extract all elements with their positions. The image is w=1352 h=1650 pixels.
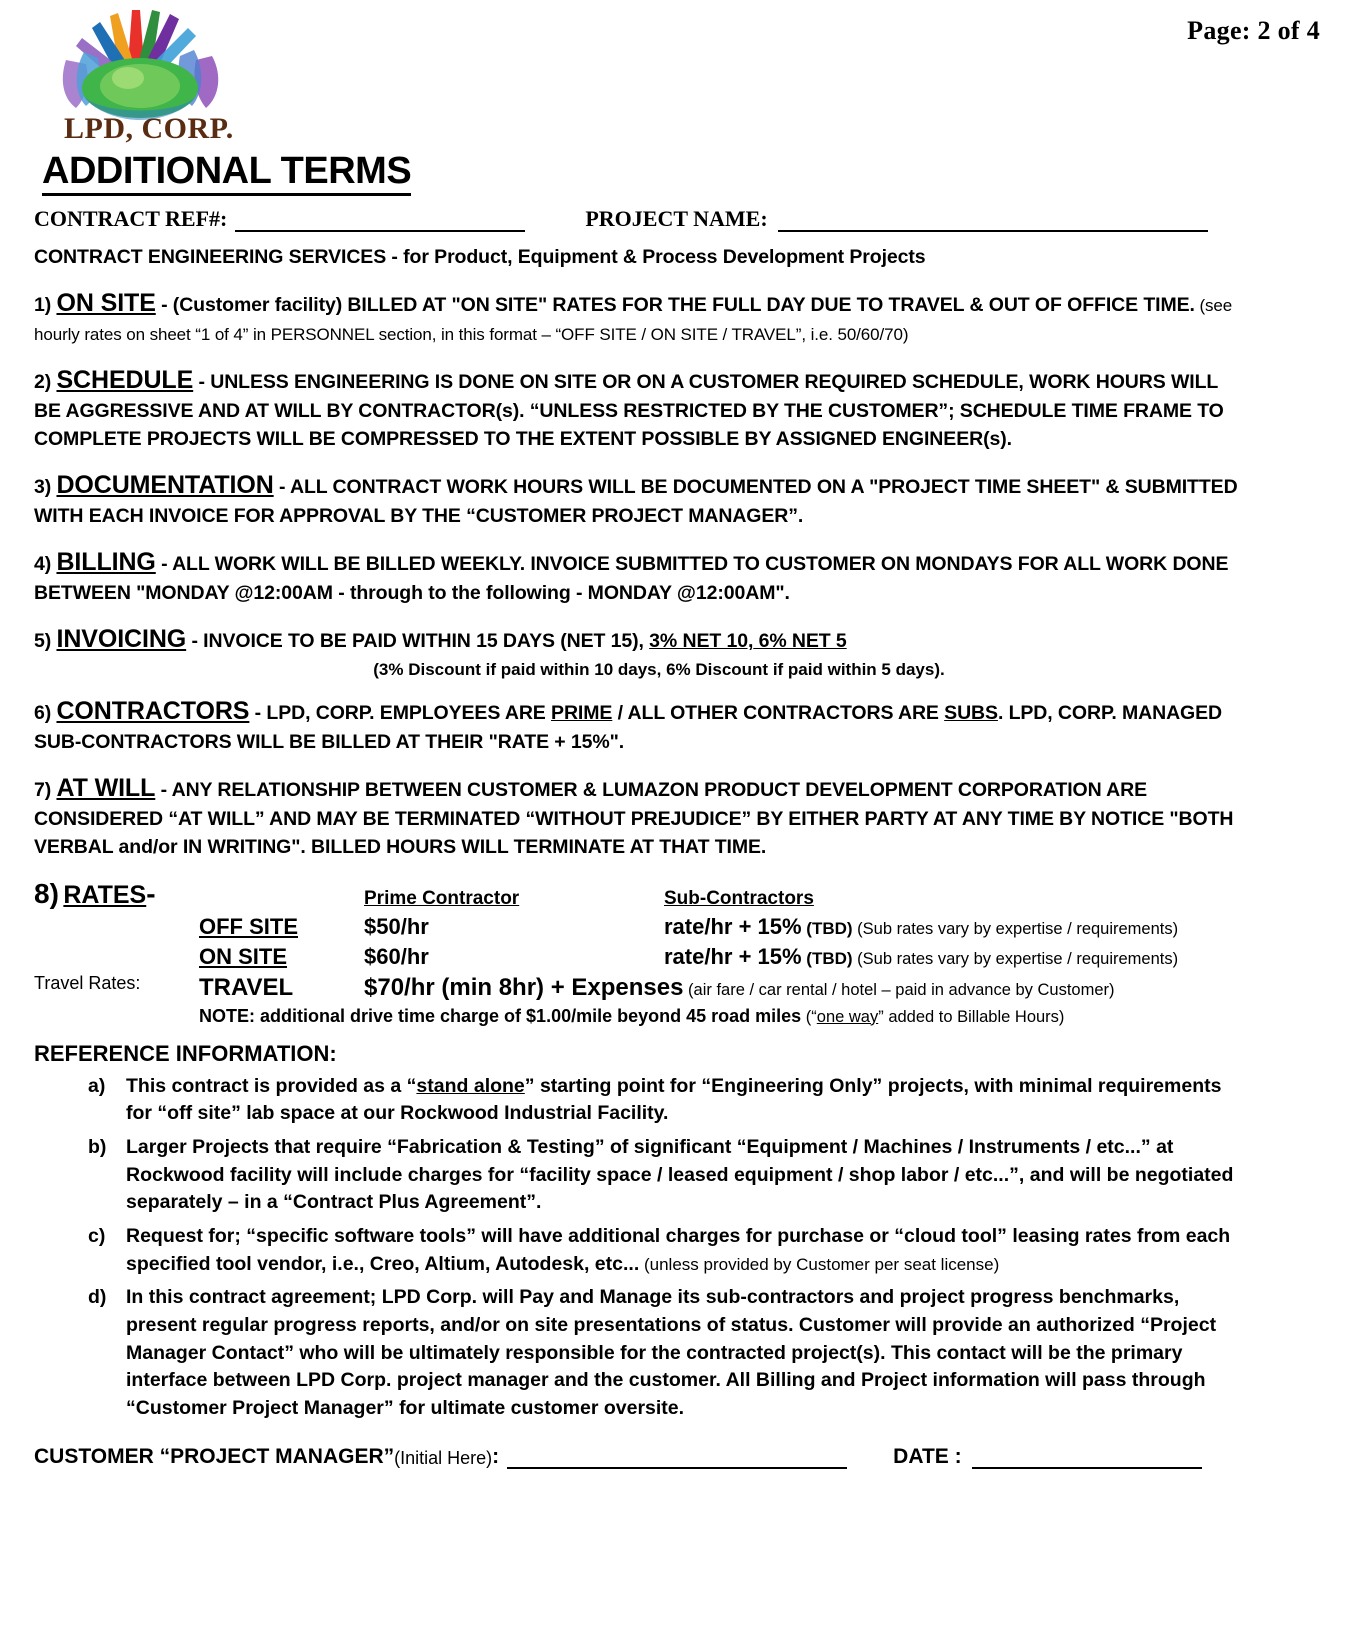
rates-col-sub-header: Sub-Contractors (664, 887, 814, 909)
rate-sub-note: (Sub rates vary by expertise / requirements) (852, 919, 1179, 938)
term-body: - ALL CONTRACT WORK HOURS WILL BE DOCUMENTED ON A "PROJECT TIME SHEET" & SUBMITTED WITH EACH INVOICE FOR APPROVAL BY THE “CUSTOMER PROJECT MANAGER”. (34, 475, 1238, 528)
rate-row-name: OFF SITE (199, 913, 298, 939)
term-invoicing (34, 622, 1244, 658)
drive-time-paren-close: ” added to Billable Hours) (878, 1007, 1065, 1026)
rates-col-prime-header: Prime Contractor (364, 887, 520, 909)
document-body (34, 244, 1244, 1423)
list-marker: b) (88, 1135, 107, 1158)
list-text-pre: Larger Projects that require “Fabrication & Testing” of significant “Equipment / Machines / Instruments / etc...” at Rockwood facility will include charges for “facility space / leased equipment / shop labor / etc...”, and will be negotiated separately – in a “Contract Plus Agreement”. (126, 1135, 1234, 1214)
term-schedule (34, 363, 1244, 454)
term-body: - (Customer facility) BILLED AT "ON SITE" RATES FOR THE FULL DAY DUE TO TRAVEL & OUT OF OFFICE TIME. (155, 293, 1195, 316)
one-way-underlined: one way (816, 1007, 879, 1026)
page-title: ADDITIONAL TERMS (42, 152, 411, 196)
net-5-term: 6% NET 5 (753, 630, 847, 653)
signature-row (34, 1445, 1318, 1469)
list-item (88, 1134, 1244, 1217)
rates-keyword: RATES (63, 880, 147, 909)
term-keyword: ON SITE (56, 288, 156, 317)
term-keyword: INVOICING (56, 625, 187, 654)
term-billing (34, 545, 1244, 608)
term-number: 2) (34, 370, 52, 393)
list-text-pre: In this contract agreement; LPD Corp. will Pay and Manage its sub-contractors and project progress benchmarks, present regular progress reports, and/or on site presentations of status. Customer will provide an authorized “Project Manager Contact” who will be ultimately responsible for the contracted project(s). This contact will be the primary interface between LPD Corp. project manager and the customer. All Billing and Project information will pass through “Customer Project Manager” for ultimate customer oversite. (126, 1286, 1217, 1420)
signature-input[interactable] (507, 1451, 847, 1469)
list-text-pre: This contract is provided as a “ (126, 1074, 417, 1097)
date-input[interactable] (972, 1451, 1202, 1469)
table-row (199, 912, 1239, 942)
term-body: - ALL WORK WILL BE BILLED WEEKLY. INVOICE SUBMITTED TO CUSTOMER ON MONDAYS FOR ALL WORK DONE BETWEEN "MONDAY @12:00AM - through to the following - MONDAY @12:00AM". (34, 552, 1229, 605)
signature-label: CUSTOMER “PROJECT MANAGER” (34, 1444, 395, 1468)
travel-rate-note: (air fare / car rental / hotel – paid in advance by Customer) (683, 980, 1115, 999)
term-number: 4) (34, 552, 52, 575)
net-10-term: 3% NET 10, (649, 630, 754, 653)
table-row-travel (199, 972, 1239, 1004)
list-marker: c) (88, 1225, 106, 1248)
invoicing-discount-note: (3% Discount if paid within 10 days, 6% Discount if paid within 5 days). (373, 659, 945, 679)
contract-ref-row (34, 206, 1352, 232)
term-number: 6) (34, 701, 52, 724)
travel-rate-value: $70/hr (min 8hr) + Expenses (364, 973, 684, 1001)
term-body: - INVOICE TO BE PAID WITHIN 15 DAYS (NET 15), (186, 630, 650, 653)
page-header (0, 0, 1352, 150)
term-body-part3: . LPD, CORP. MANAGED SUB-CONTRACTORS WILL BE BILLED AT THEIR "RATE + 15%". (34, 701, 1223, 754)
rate-sub-tbd: (TBD) (801, 918, 853, 938)
list-text-tail: (unless provided by Customer per seat license) (639, 1254, 1000, 1274)
subs-label: SUBS (944, 701, 998, 724)
list-item (88, 1223, 1244, 1278)
list-text-pre: Request for; “specific software tools” will have additional charges for purchase or “cloud tool” leasing rates from each specified tool vendor, i.e., Creo, Altium, Autodesk, etc... (126, 1225, 1231, 1275)
term-keyword: AT WILL (56, 773, 156, 802)
term-contractors (34, 694, 1244, 757)
term-number: 5) (34, 630, 52, 653)
rate-prime-value: $60/hr (364, 943, 429, 969)
rate-sub-tbd: (TBD) (801, 948, 853, 968)
term-keyword: BILLING (56, 547, 156, 576)
rates-section (34, 878, 1244, 1027)
table-row (199, 942, 1239, 972)
page-number: Page: 2 of 4 (1187, 16, 1320, 45)
services-subtitle: CONTRACT ENGINEERING SERVICES - for Product, Equipment & Process Development Projects (34, 245, 926, 268)
list-marker: a) (88, 1074, 106, 1097)
term-number: 3) (34, 475, 52, 498)
rate-prime-value: $50/hr (364, 913, 429, 939)
list-item (88, 1073, 1244, 1128)
term-body-part1: - LPD, CORP. EMPLOYEES ARE (249, 701, 552, 724)
term-at-will (34, 771, 1244, 862)
contract-ref-label: CONTRACT REF#: (34, 205, 228, 231)
rate-sub-note: (Sub rates vary by expertise / requirements) (852, 949, 1179, 968)
term-keyword: CONTRACTORS (56, 696, 250, 725)
company-logo (30, 2, 260, 152)
stand-alone-underlined: stand alone (416, 1074, 525, 1097)
initial-here-label: (Initial Here) (394, 1447, 493, 1468)
rates-table (199, 882, 1239, 1004)
date-label: DATE : (893, 1444, 962, 1468)
list-text-post: ” starting point for “Engineering Only” projects, with minimal requirements for “off site” lab space at our Rockwood Industrial Facility. (126, 1074, 1222, 1125)
signature-colon: : (492, 1444, 500, 1468)
reference-information-list (34, 1073, 1244, 1423)
rate-sub-value: rate/hr + 15% (664, 943, 802, 969)
drive-time-paren-open: (“ (801, 1007, 817, 1026)
logo-wordmark: LPD, CORP. (64, 112, 234, 145)
drive-time-note (199, 1006, 1244, 1027)
prime-label: PRIME (551, 701, 613, 724)
term-body: - ANY RELATIONSHIP BETWEEN CUSTOMER & LUMAZON PRODUCT DEVELOPMENT CORPORATION ARE CONSIDERED “AT WILL” AND MAY BE TERMINATED “WITHOUT PREJUDICE” BY EITHER PARTY AT ANY TIME BY NOTICE "BOTH VERBAL and/or IN WRITING". BILLED HOURS WILL TERMINATE AT THAT TIME. (34, 778, 1234, 858)
rate-sub-value: rate/hr + 15% (664, 913, 802, 939)
drive-time-note-main: NOTE: additional drive time charge of $1.00/mile beyond 45 road miles (199, 1005, 802, 1026)
term-body-part2: / ALL OTHER CONTRACTORS ARE (612, 701, 945, 724)
term-number: 7) (34, 778, 52, 801)
rates-dash: - (146, 877, 156, 909)
term-documentation (34, 468, 1244, 531)
rates-header-row (199, 882, 1239, 912)
term-note: (see hourly rates on sheet “1 of 4” in PERSONNEL section, in this format – “OFF SITE / ON SITE / TRAVEL”, i.e. 50/60/70) (34, 295, 1233, 345)
list-marker: d) (88, 1286, 107, 1309)
contract-ref-input[interactable] (235, 212, 525, 232)
rate-row-name: TRAVEL (199, 973, 294, 1001)
rate-row-name: ON SITE (199, 943, 288, 969)
term-keyword: SCHEDULE (56, 365, 194, 394)
list-item (88, 1284, 1244, 1422)
travel-rates-label: Travel Rates: (34, 972, 141, 993)
project-name-label: PROJECT NAME: (585, 205, 768, 231)
term-on-site (34, 286, 1244, 349)
rates-number: 8) (34, 877, 59, 909)
project-name-input[interactable] (778, 212, 1208, 232)
term-body: - UNLESS ENGINEERING IS DONE ON SITE OR ON A CUSTOMER REQUIRED SCHEDULE, WORK HOURS WILL BE AGGRESSIVE AND AT WILL BY CONTRACTOR(s). “UNLESS RESTRICTED BY THE CUSTOMER”; SCHEDULE TIME FRAME TO COMPLETE PROJECTS WILL BE COMPRESSED TO THE EXTENT POSSIBLE BY ASSIGNED ENGINEER(s). (34, 370, 1224, 450)
term-keyword: DOCUMENTATION (56, 470, 274, 499)
term-number: 1) (34, 293, 52, 316)
lotus-flower-logo-icon (30, 2, 260, 122)
reference-information-title: REFERENCE INFORMATION: (34, 1040, 337, 1066)
